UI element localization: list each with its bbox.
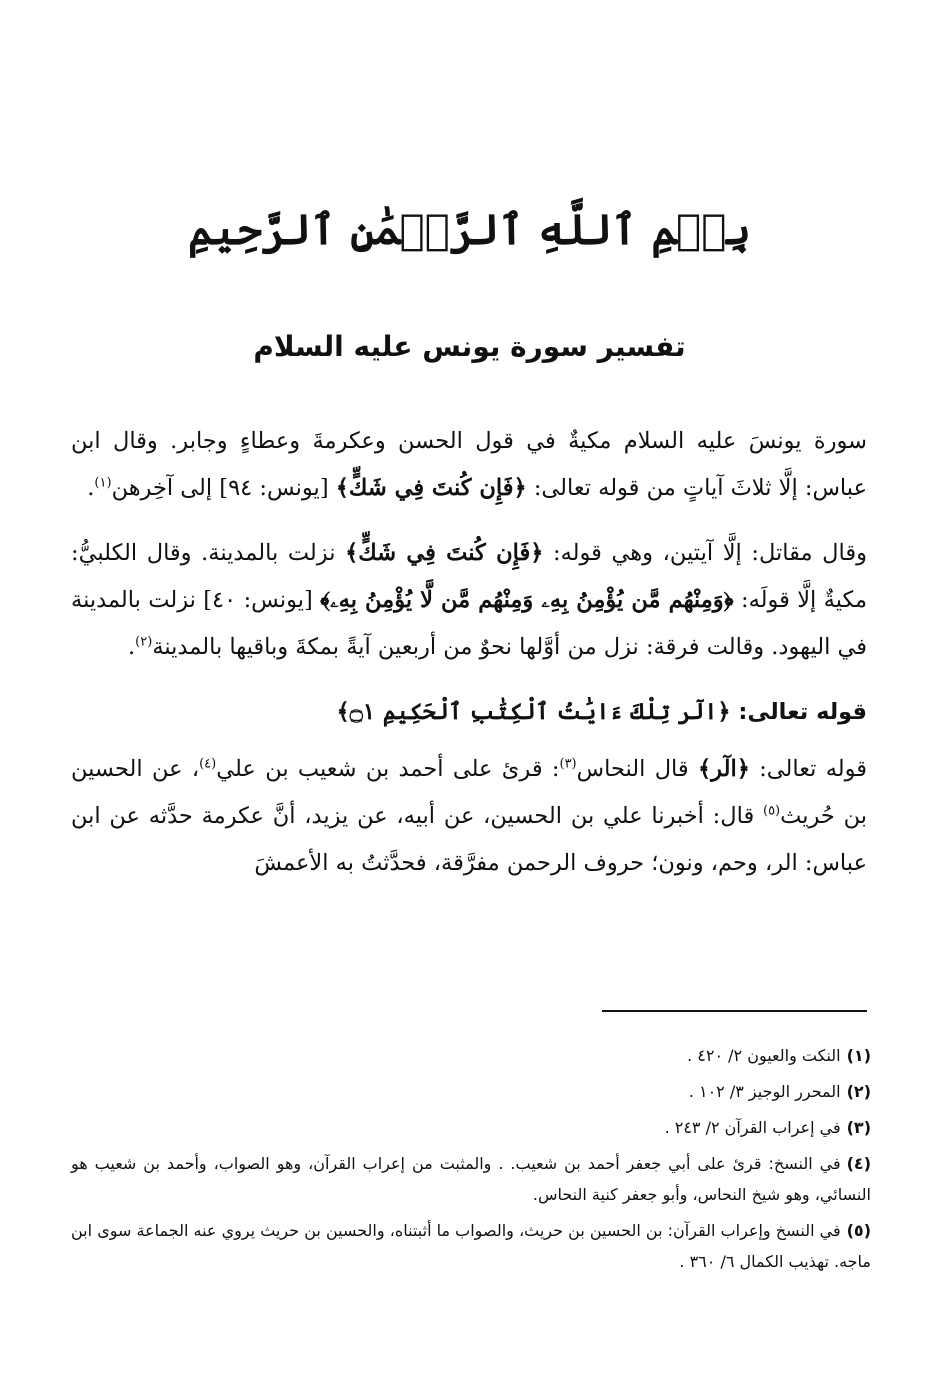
heading-label: قوله تعالى: [730, 699, 867, 725]
text-run: قوله تعالى: [749, 756, 867, 782]
footnote-ref[interactable]: (٥) [762, 803, 781, 819]
text-run: [يونس: ٤٠] نزلت بالمدينة في اليهود. وقالت فرقة: نزل من أوَّلها نحوٌ من أربعين آيةً بمكةَ وباقيها بالمدينة [71, 587, 867, 660]
text-run: وقال مقاتل: إلَّا آيتين، وهي قوله: [543, 540, 867, 566]
paragraph-3 [71, 746, 867, 887]
footnote-text: النكت والعيون ٢/ ٤٢٠ . [687, 1046, 841, 1065]
text-run: قال النحاس [576, 756, 698, 782]
text-run: : قرئ على أحمد بن شعيب بن علي [216, 756, 560, 782]
main-text [71, 418, 867, 905]
footnote-ref[interactable]: (٢) [135, 634, 153, 650]
text-run: قال: أخبرنا علي بن الحسين، عن أبيه، عن يزيد، أنَّ عكرمة حدَّثه عن ابن عباس: الر، وحم، ونون؛ حروف الرحمن مفرَّقة، فحدَّثتُ به الأعمشَ [71, 803, 867, 876]
footnote-number: (١) [846, 1046, 871, 1065]
footnote-text: في إعراب القرآن ٢/ ٢٤٣ . [664, 1118, 841, 1137]
text-run: . [128, 634, 136, 660]
footnote-divider [602, 1010, 867, 1012]
quran-verse: ﴿الٓر تِلْكَ ءَايَٰتُ ٱلْكِتَٰبِ ٱلْحَكِيمِ ۝١﴾ [336, 699, 731, 725]
footnotes-section [71, 1040, 871, 1282]
footnote [71, 1148, 871, 1210]
footnote-ref[interactable]: (١) [94, 475, 112, 491]
text-run: . [87, 475, 95, 501]
footnote-number: (٥) [846, 1221, 871, 1240]
footnote-text: في النسخ وإعراب القرآن: بن الحسين بن حريث، والصواب ما أثبتناه، والحسين بن حريث يروي عنه الجماعة سوى ابن ماجه. تهذيب الكمال ٦/ ٣٦٠ . [71, 1221, 871, 1271]
text-run: سورة يونسَ عليه السلام مكيةٌ في قول الحسن وعكرمةَ وعطاءٍ وجابر. وقال ابن عباس: إلَّا ثلاثَ آياتٍ من قوله تعالى: [71, 428, 867, 501]
quran-verse: ﴿الٓر﴾ [697, 756, 750, 782]
footnote [71, 1040, 871, 1071]
footnote [71, 1215, 871, 1277]
paragraph-2 [71, 530, 867, 671]
footnote-ref[interactable]: (٣) [559, 756, 577, 772]
footnote-text: في النسخ: قرئ على أبي جعفر أحمد بن شعيب. . والمثبت من إعراب القرآن، وهو الصواب، وأحمد بن شعيب هو النسائي، وهو شيخ النحاس، وأبو جعفر كنية النحاس. [71, 1154, 871, 1204]
paragraph-1 [71, 418, 867, 512]
footnote [71, 1076, 871, 1107]
quran-verse: ﴿وَمِنْهُم مَّن يُؤْمِنُ بِهِۦ وَمِنْهُم مَّن لَّا يُؤْمِنُ بِهِۦ﴾ [320, 587, 734, 613]
text-run: ، عن الحسين بن حُريث [71, 756, 867, 829]
surah-title: تفسير سورة يونس عليه السلام [253, 330, 686, 363]
footnote-number: (٢) [846, 1082, 871, 1101]
basmala-heading: بِسۡمِ ٱللَّهِ ٱلرَّحۡمَٰنِ ٱلرَّحِيمِ [187, 205, 752, 254]
footnote [71, 1112, 871, 1143]
quran-verse: ﴿فَإِن كُنتَ فِي شَكٍّ﴾ [335, 475, 527, 501]
quran-verse: ﴿فَإِن كُنتَ فِي شَكٍّ﴾ [345, 540, 544, 566]
footnote-number: (٤) [846, 1154, 871, 1173]
verse-heading [71, 689, 867, 736]
footnote-number: (٣) [846, 1118, 871, 1137]
text-run: نزلت بالمدينة. وقال الكلبيُّ: مكيةٌ إلَّا قولَه: [71, 540, 868, 613]
footnote-text: المحرر الوجيز ٣/ ١٠٢ . [688, 1082, 841, 1101]
text-run: [يونس: ٩٤] إلى آخِرهن [111, 475, 336, 501]
footnote-ref[interactable]: (٤) [199, 756, 217, 772]
